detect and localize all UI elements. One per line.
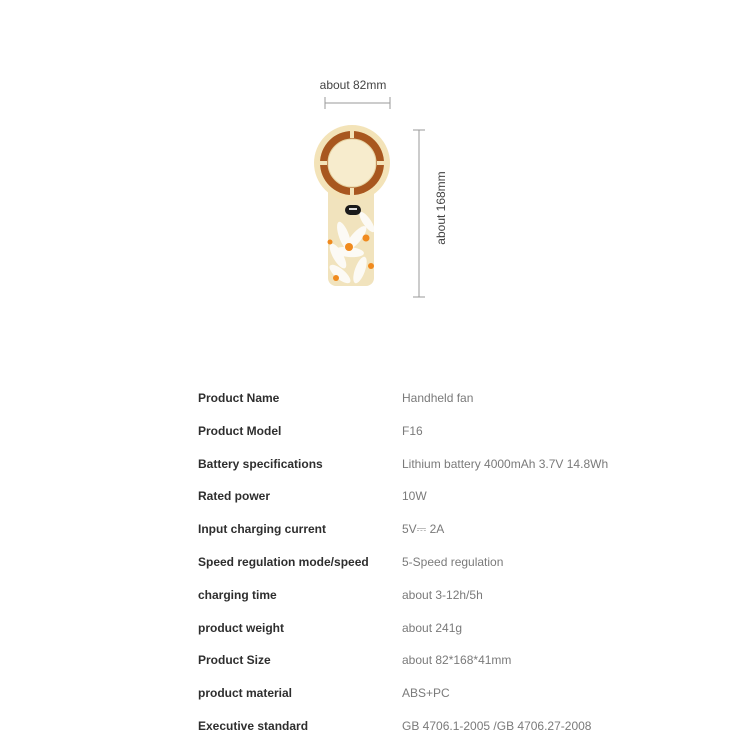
spec-row-charging-time [198,579,698,612]
spec-row-product-model [198,415,698,448]
spec-row-product-name [198,382,698,415]
spec-label: Product Size [198,653,271,668]
spec-row-product-material [198,677,698,710]
spec-value: Lithium battery 4000mAh 3.7V 14.8Wh [402,456,609,471]
spec-value: ABS+PC [402,686,450,701]
spec-value: 5V⎓ 2A [402,522,445,537]
spec-value: GB 4706.1-2005 /GB 4706.27-2008 [402,718,592,733]
height-dimension-label: about 168mm [434,171,448,245]
spec-row-product-size [198,644,698,677]
spec-label: Product Model [198,423,282,438]
spec-label: Input charging current [198,522,327,537]
spec-label: Speed regulation mode/speed [198,554,369,569]
spec-value: 5-Speed regulation [402,554,504,569]
spec-value: 10W [402,489,427,504]
spec-label: Product Name [198,391,280,405]
spec-row-rated-power [198,480,698,513]
handheld-fan-illustration [314,125,390,286]
spec-row-charging-current [198,513,698,546]
spec-value: Handheld fan [402,391,474,405]
product-figure [0,0,750,340]
height-dimension-line [413,130,425,297]
spec-row-product-weight [198,612,698,645]
spec-row-speed-regulation [198,546,698,579]
spec-value: about 3-12h/5h [402,587,483,602]
spec-row-battery [198,448,698,481]
spec-label: product material [198,686,293,701]
dimension-drawing [0,0,750,340]
spec-label: charging time [198,587,277,602]
spec-row-executive-standard [198,710,698,743]
spec-label: Executive standard [198,718,309,733]
width-dimension-line [325,97,390,109]
spec-label: Rated power [198,489,271,504]
width-dimension-label: about 82mm [319,78,387,92]
spec-label: product weight [198,620,284,635]
spec-value: about 82*168*41mm [402,653,512,668]
spec-table [198,382,698,743]
spec-value: about 241g [402,620,463,635]
spec-value: F16 [402,423,423,438]
spec-label: Battery specifications [198,456,323,471]
